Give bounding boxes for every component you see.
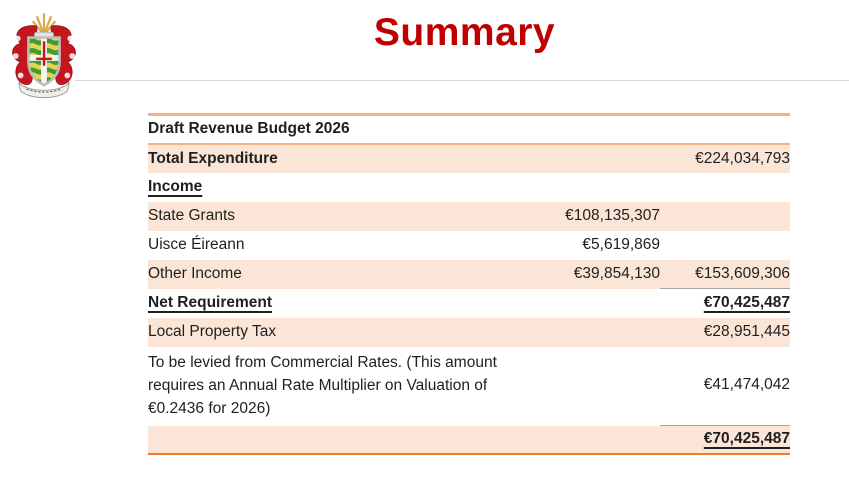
row-right-value [660, 115, 790, 144]
row-right-value: €41,474,042 [703, 376, 790, 394]
council-crest [7, 9, 81, 103]
row-mid-value: €39,854,130 [528, 260, 660, 289]
title-divider [75, 80, 849, 81]
row-label: Draft Revenue Budget 2026 [148, 115, 528, 144]
row-mid-value: €5,619,869 [582, 236, 660, 253]
table-row-draft-revenue-budget [148, 115, 790, 144]
row-mid-value [528, 144, 660, 173]
table-row-uisce-eireann [148, 231, 790, 260]
table-row-commercial-rates [148, 347, 790, 426]
row-label: To be levied from Commercial Rates. (This amount requires an Annual Rate Multiplier on Valuation of €0.2436 for 2026) [148, 353, 497, 417]
table-row-local-property-tax [148, 318, 790, 347]
row-mid-value [528, 115, 660, 144]
row-mid-value [528, 289, 660, 318]
table-row-total-expenditure [148, 144, 790, 173]
table-row-net-total [148, 426, 790, 454]
shield-field [28, 38, 59, 89]
row-label: Other Income [148, 260, 528, 289]
row-right-value [660, 231, 790, 260]
table-row-income [148, 173, 790, 202]
row-mid-value [528, 173, 660, 202]
row-label: Local Property Tax [148, 318, 528, 347]
row-right-value [660, 202, 790, 231]
row-mid-value: €108,135,307 [528, 202, 660, 231]
row-label: Net Requirement [148, 294, 273, 311]
row-label [148, 426, 528, 454]
row-mid-value [528, 426, 660, 454]
row-mid-value [528, 318, 660, 347]
row-label: Income [148, 178, 203, 195]
row-right-value: €224,034,793 [660, 144, 790, 173]
budget-summary-table [148, 113, 790, 455]
row-label: Total Expenditure [148, 144, 528, 173]
row-right-value: €70,425,487 [703, 294, 790, 312]
shield-red-cross [43, 41, 45, 65]
row-right-value: €70,425,487 [703, 430, 790, 448]
slide-title: Summary [373, 11, 556, 54]
table-row-state-grants [148, 202, 790, 231]
row-mid-value [528, 347, 660, 426]
row-label: State Grants [148, 202, 528, 231]
row-right-value: €153,609,306 [660, 260, 790, 289]
table-row-other-income [148, 260, 790, 289]
row-right-value [660, 173, 790, 202]
table-row-net-requirement [148, 289, 790, 318]
row-right-value: €28,951,445 [660, 318, 790, 347]
row-label: Uisce Éireann [148, 236, 245, 253]
